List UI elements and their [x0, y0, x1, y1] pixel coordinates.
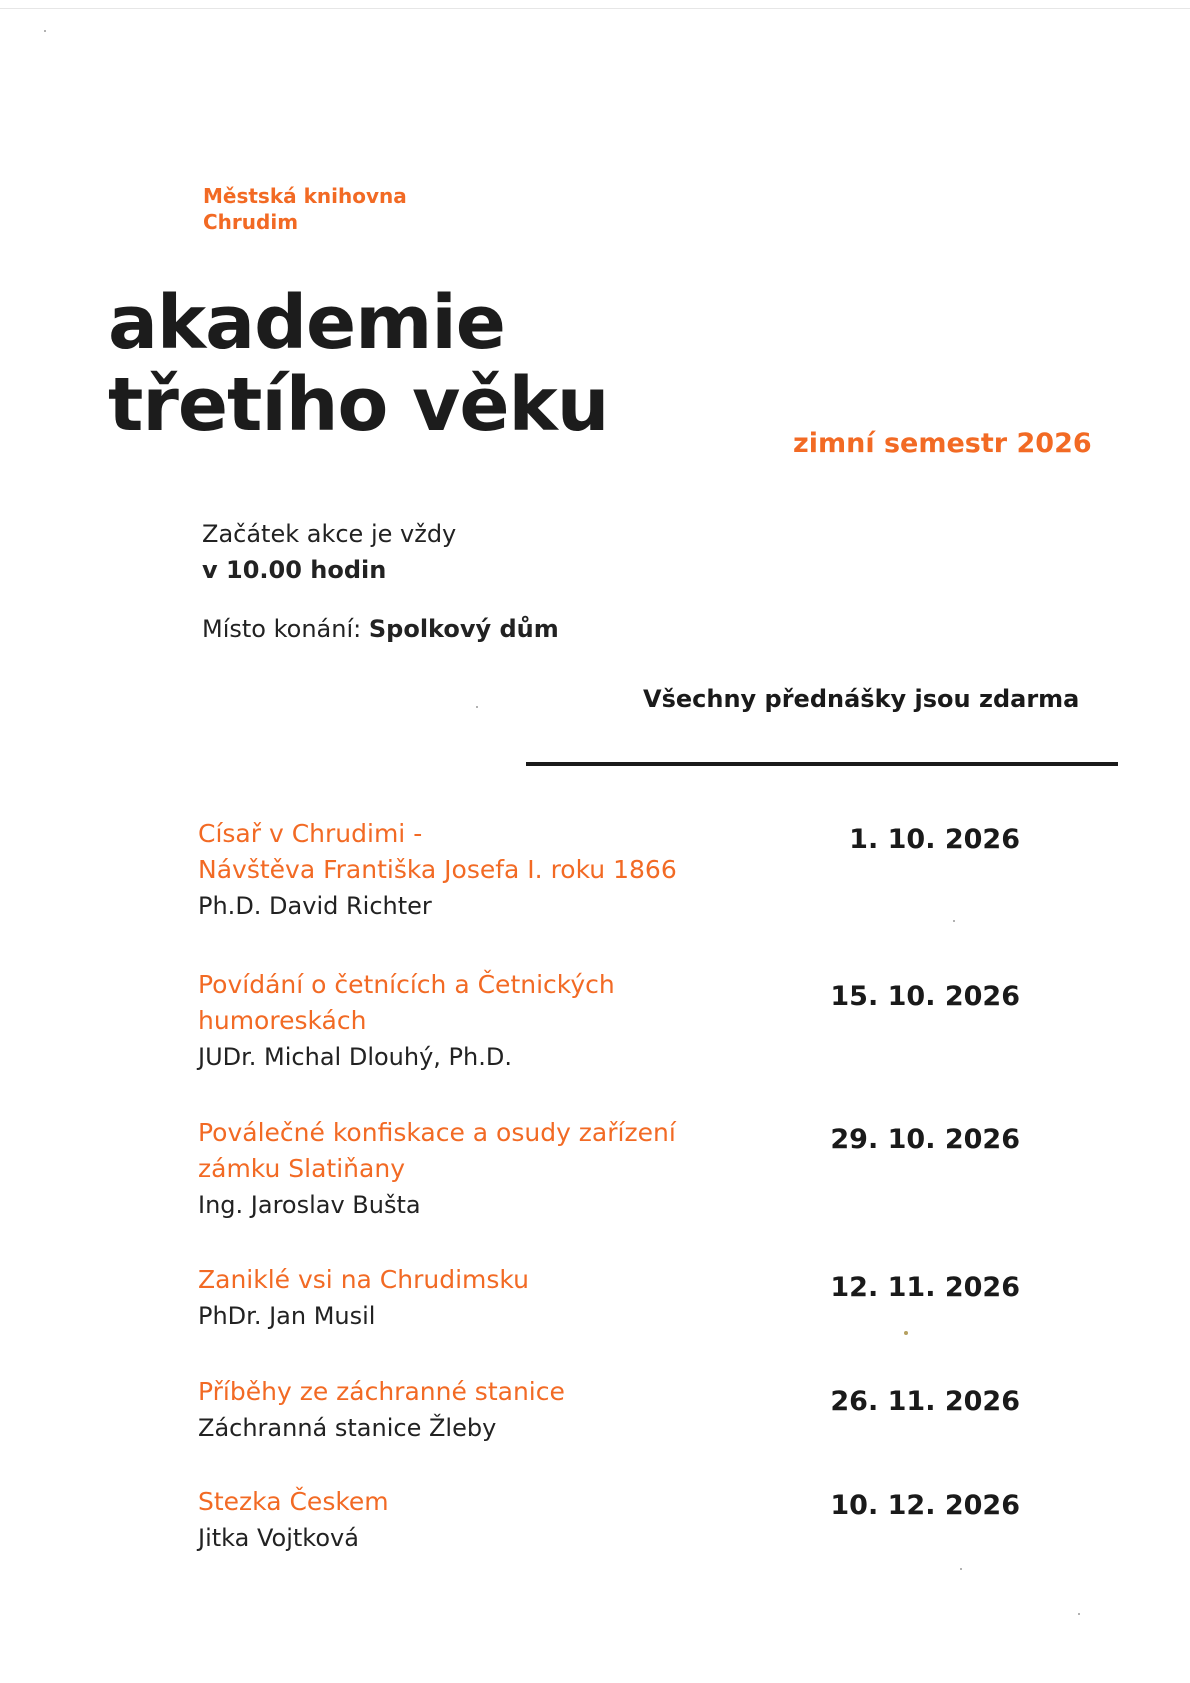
scan-speck [953, 920, 955, 922]
lecture-topic: zámku Slatiňany [198, 1154, 405, 1183]
lecture-speaker: Ing. Jaroslav Bušta [198, 1191, 421, 1219]
library-name [203, 183, 407, 235]
start-time: v 10.00 hodin [202, 556, 387, 584]
lecture-speaker: JUDr. Michal Dlouhý, Ph.D. [198, 1043, 512, 1071]
scan-speck [904, 1331, 908, 1335]
lecture-date: 26. 11. 2026 [830, 1386, 1020, 1417]
lecture-item [198, 1374, 818, 1446]
scan-speck [960, 1568, 962, 1570]
lecture-topic: humoreskách [198, 1006, 367, 1035]
free-admission-note: Všechny přednášky jsou zdarma [643, 685, 1080, 713]
lecture-topic: Příběhy ze záchranné stanice [198, 1377, 565, 1406]
page-title [108, 282, 608, 446]
lecture-speaker: Jitka Vojtková [198, 1524, 359, 1552]
lecture-speaker: Záchranná stanice Žleby [198, 1414, 497, 1442]
lecture-topic: Císař v Chrudimi - [198, 819, 423, 848]
library-name-line2: Chrudim [203, 210, 299, 234]
lecture-topic: Návštěva Františka Josefa I. roku 1866 [198, 855, 677, 884]
divider [526, 762, 1118, 766]
start-info [202, 516, 456, 588]
lecture-topic: Zaniklé vsi na Chrudimsku [198, 1265, 529, 1294]
lecture-item [198, 1484, 818, 1556]
semester-label: zimní semestr 2026 [793, 428, 1092, 459]
lecture-date: 10. 12. 2026 [830, 1490, 1020, 1521]
lecture-item [198, 816, 818, 924]
lecture-date: 12. 11. 2026 [830, 1272, 1020, 1303]
lecture-topic: Poválečné konfiskace a osudy zařízení [198, 1118, 676, 1147]
lecture-topic: Povídání o četnících a Četnických [198, 970, 615, 999]
lecture-speaker: Ph.D. David Richter [198, 892, 432, 920]
scan-speck [476, 706, 478, 708]
scan-speck [44, 30, 46, 32]
lecture-item [198, 967, 818, 1075]
title-line2: třetího věku [108, 362, 609, 448]
library-name-line1: Městská knihovna [203, 184, 407, 208]
lecture-date: 29. 10. 2026 [830, 1124, 1020, 1155]
title-line1: akademie [108, 280, 505, 366]
venue-label: Místo konání: [202, 615, 362, 643]
lecture-topic: Stezka Českem [198, 1487, 389, 1516]
venue-info [202, 615, 559, 643]
lecture-item [198, 1262, 818, 1334]
start-text: Začátek akce je vždy [202, 520, 457, 548]
lecture-date: 1. 10. 2026 [849, 824, 1020, 855]
lecture-speaker: PhDr. Jan Musil [198, 1302, 376, 1330]
lecture-item [198, 1115, 818, 1223]
scan-speck [1078, 1613, 1080, 1615]
scan-edge-line [0, 8, 1190, 9]
lecture-date: 15. 10. 2026 [830, 981, 1020, 1012]
venue-name: Spolkový dům [368, 615, 559, 643]
